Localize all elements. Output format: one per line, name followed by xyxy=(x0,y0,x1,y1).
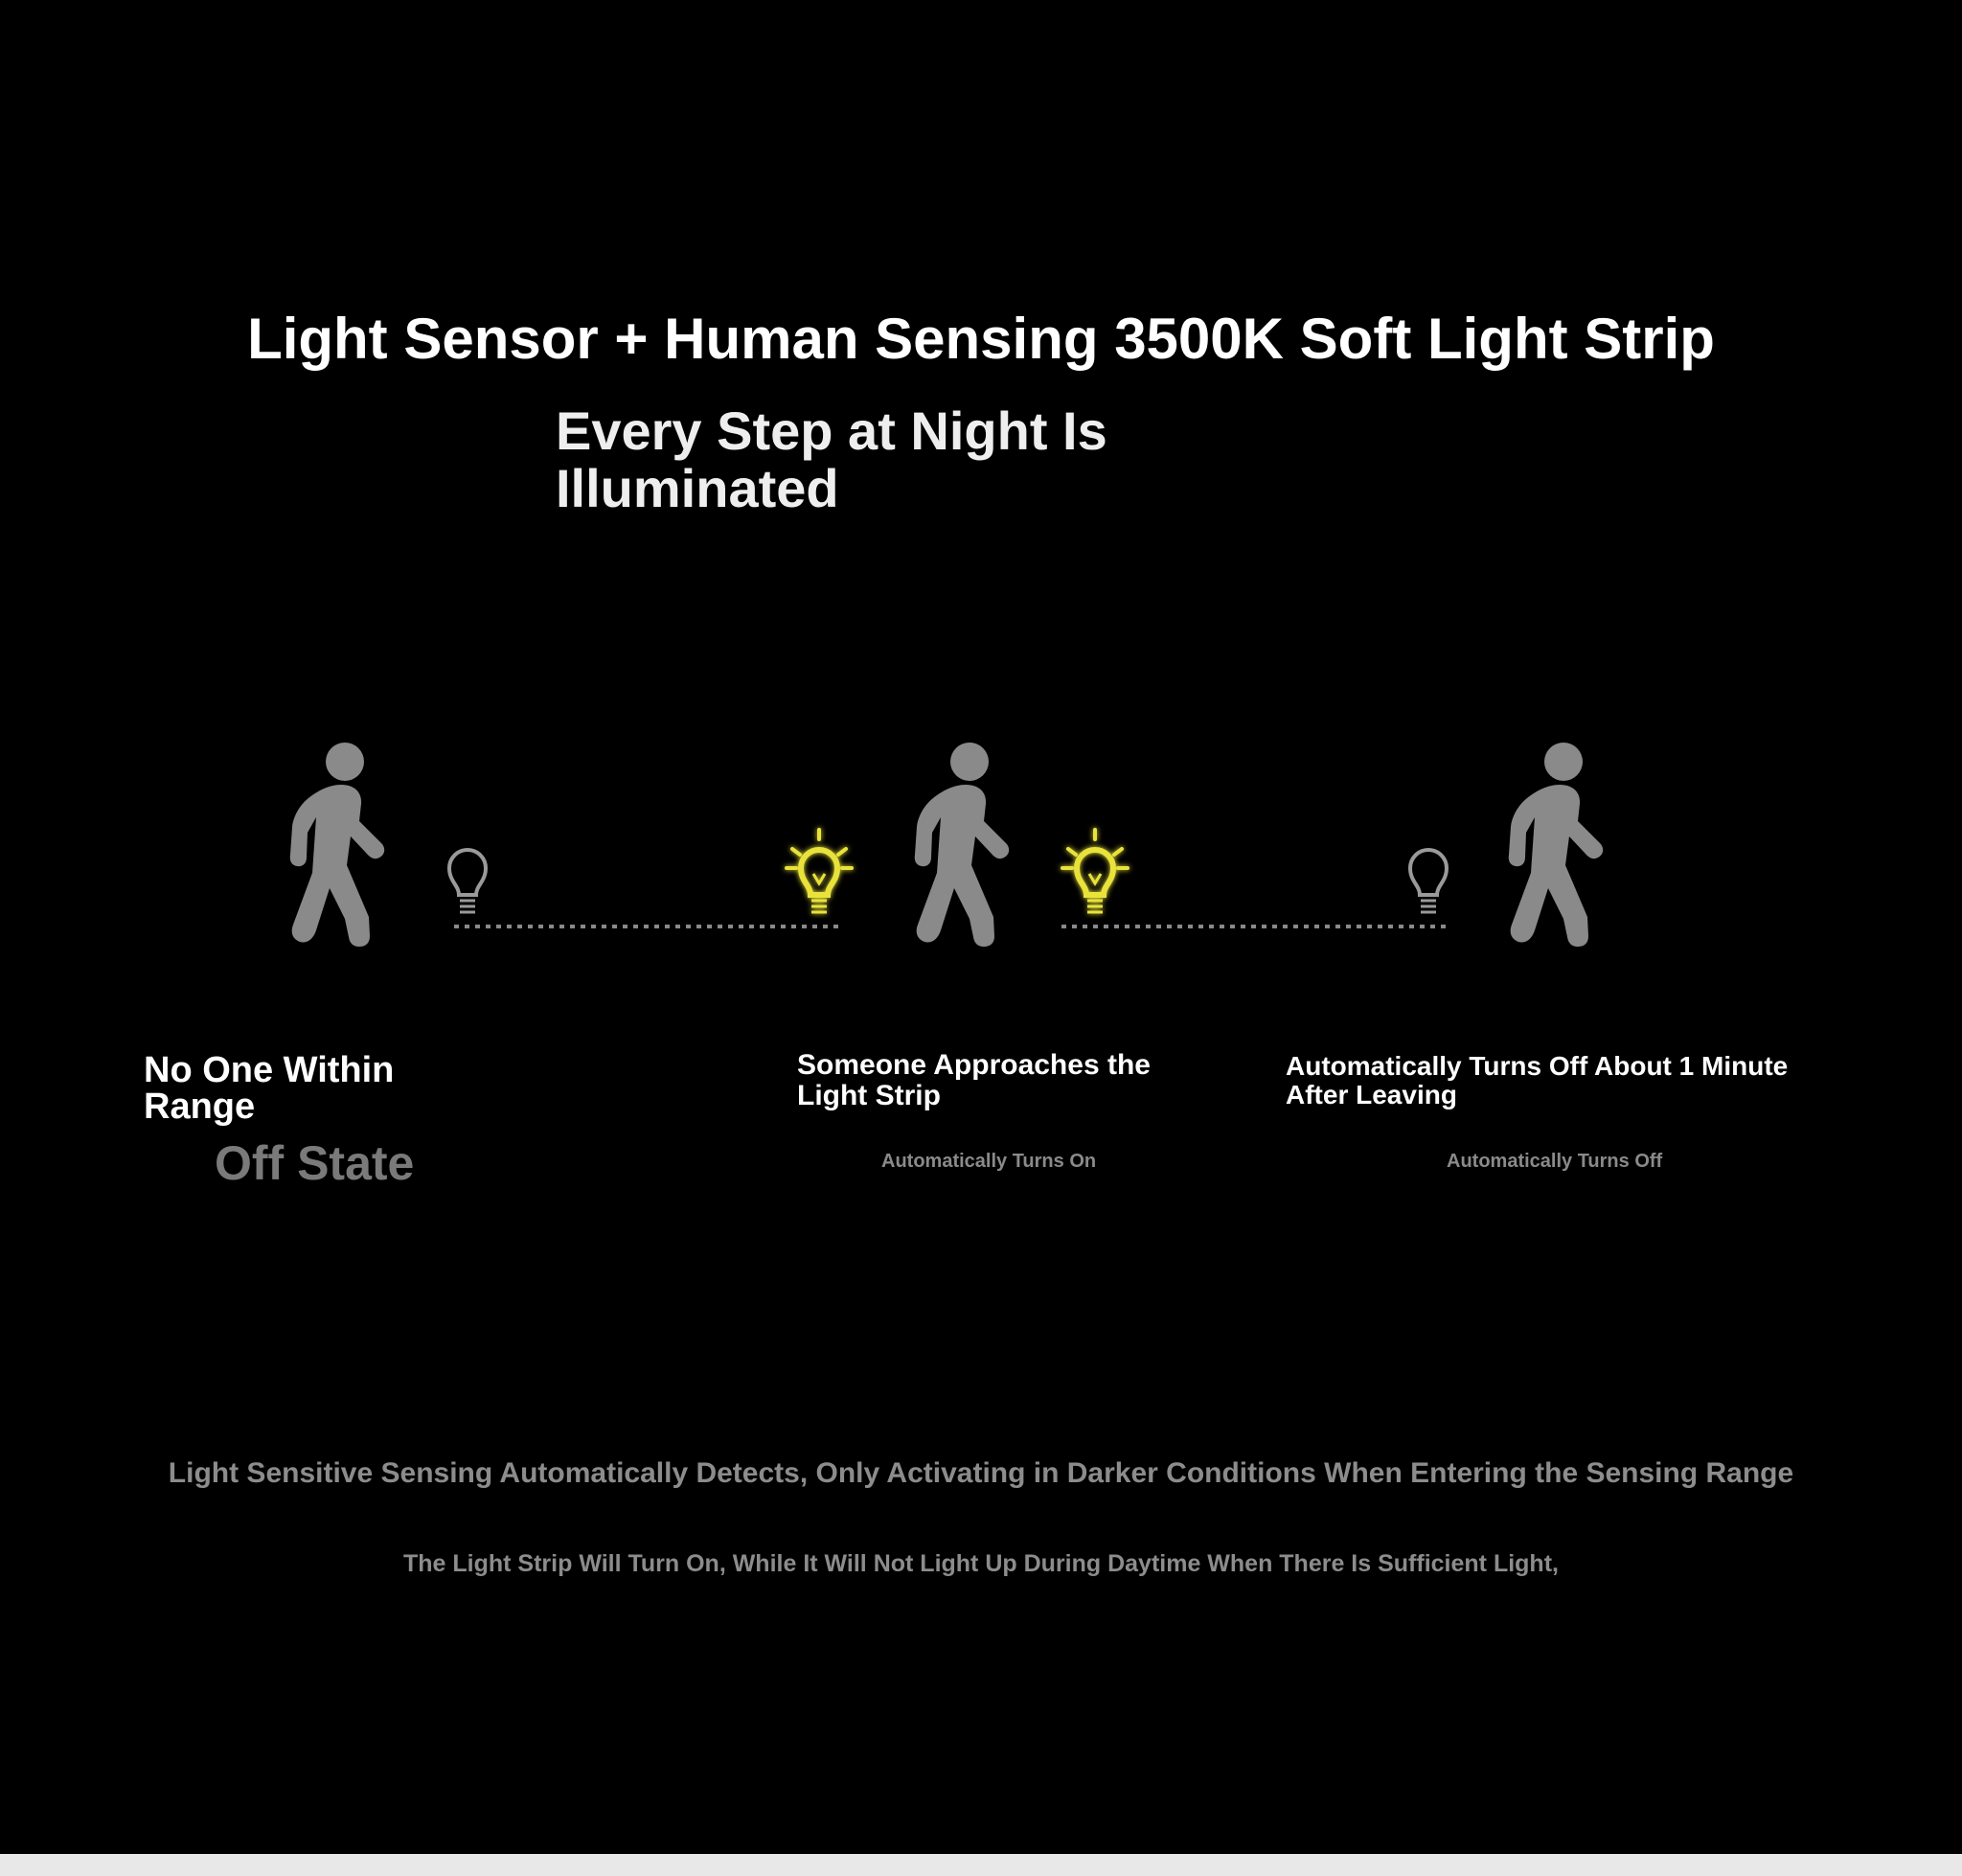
bulb-off-icon xyxy=(449,850,486,912)
description-line: Light Sensitive Sensing Automatically Detects, Only Activating in Darker Conditions When Entering the Sensing Range xyxy=(168,1457,1794,1489)
bulb-on-icon xyxy=(1062,830,1128,912)
walking-person-icon xyxy=(1509,743,1603,947)
description-line: The Light Strip Will Turn On, While It Will Not Light Up During Daytime When There Is Sufficient Light, xyxy=(403,1550,1559,1577)
walking-person-icon xyxy=(915,743,1009,947)
page-subtitle: Every Step at Night Is Illuminated xyxy=(556,400,1107,518)
page-title: Light Sensor + Human Sensing 3500K Soft Light Strip xyxy=(247,307,1715,371)
bulb-off-icon xyxy=(1410,850,1447,912)
stage-state: Automatically Turns Off xyxy=(1447,1151,1663,1172)
bulb-on-icon xyxy=(787,830,852,912)
stage-title: Automatically Turns Off About 1 Minute After Leaving xyxy=(1286,1051,1789,1110)
stage-title: No One Within Range xyxy=(144,1050,395,1127)
stage-state: Off State xyxy=(215,1136,415,1190)
bottom-border xyxy=(0,1854,1962,1876)
stage-title: Someone Approaches the Light Strip xyxy=(797,1049,1151,1111)
walking-person-icon xyxy=(290,743,384,947)
stage-state: Automatically Turns On xyxy=(881,1151,1097,1172)
